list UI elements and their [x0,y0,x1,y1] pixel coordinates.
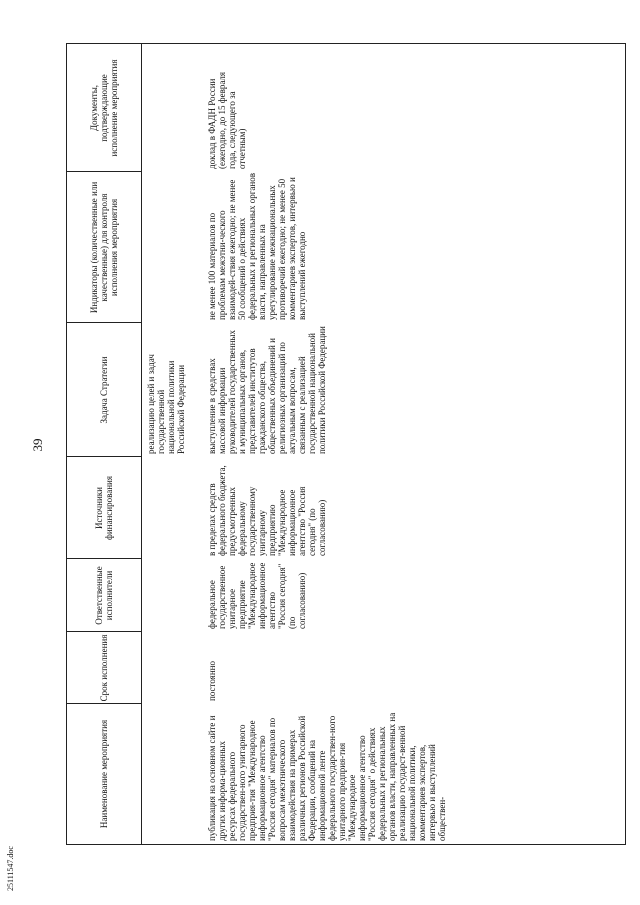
footer-filename: 25111547.doc [6,846,15,891]
row-task: выступление в средствах массовой информации руководителей государственных и муниципальных органов, представителей институтов гражданского общества, общественных объединений и религиозных организаций по актуальным вопросам, связанным с реализацией государственной национальной политики Российской Федерации [207,326,327,454]
table-bottom-border [625,44,626,844]
prev-row-task: реализацию целей и задач государственной национальной политики Российской Федерации [146,354,186,454]
row-executors: федеральное государственное унитарное предприятие "Международное информационное агентство "Россия сегодня" (по согласованию) [207,562,307,629]
page-number: 39 [30,438,45,452]
header-financing: Источники финансирования [93,476,114,540]
header-documents: Документы, подтверждающие исполнение мероприятия [88,59,119,157]
measures-table [66,43,626,845]
header-term: Срок исполнения [98,634,109,702]
header-bottom-border [141,44,142,844]
header-name: Наименование мероприятия [98,719,109,829]
row-name: публикация на основном сайте и других информа-ционных ресурсах федерального государствен-ного унитарного предприя-тия "Международное информационное агентство "Россия сегодня" материалов по вопросам межэтнического взаимодействия на примерах различных регионов Российской Федерации, сообщений на информационной ленте федерального государствен-ного унитарного предприя-тия "Международное информационное агентство "Россия сегодня" о действиях федеральных и региональных органов власти, направленных на реализацию государст-венной национальной политики, комментариев экспертов, интервью и выступлений обществен- [207,712,447,841]
row-documents: доклад в ФАДН России (ежегодно, до 15 февраля года, следующего за отчетным) [207,71,247,169]
row-indicators: не менее 100 материалов по проблемам межэтни-ческого взаимодей-ствия ежегодно; не менее 50 сообщений о действиях федеральных и региональных органов власти, направленных на урегулирование межнациональных противоречий ежегодно; не менее 50 комментариев экспертов, интервью и выступлений ежегодно [207,173,307,320]
header-task: Задача Стратегии [98,356,109,424]
header-executors: Ответственные исполнители [93,566,114,625]
row-financing: в пределах средств федерального бюджета, предусмотренных федеральному государственному унитарному предприятию "Международное информационное агентство "Россия сегодня" (по согласованию) [207,465,327,556]
header-indicators: Индикаторы (количественные или качественные) для контроля исполнения мероприятия [88,181,119,314]
row-term: постоянно [207,661,217,701]
